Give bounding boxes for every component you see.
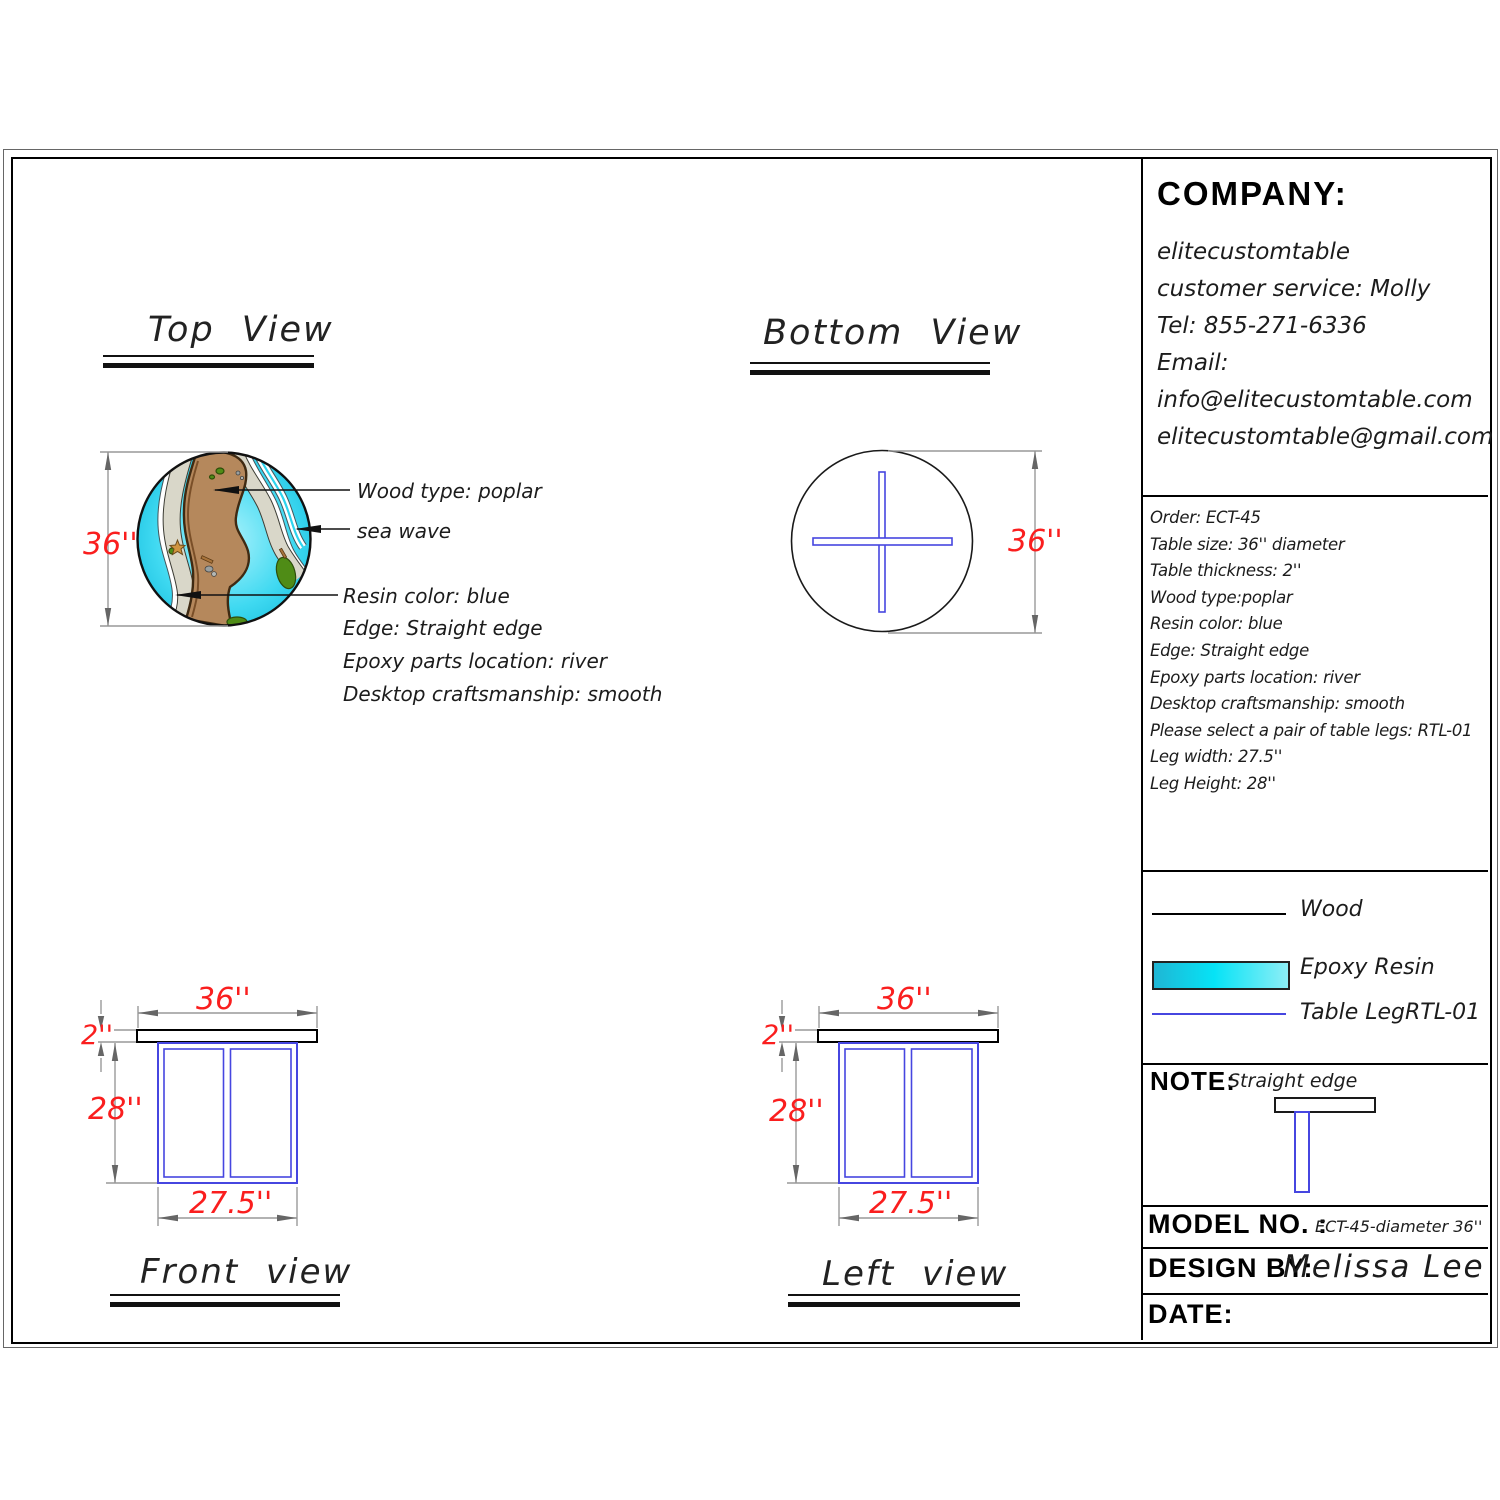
front-leg-height-label: 28''	[88, 1092, 143, 1127]
callout-sea-wave: sea wave	[357, 519, 452, 543]
divider	[1143, 495, 1488, 497]
front-leg-width-label: 27.5''	[189, 1186, 273, 1221]
order-edge: Edge: Straight edge	[1150, 640, 1309, 660]
front-view-title: Front view	[140, 1252, 353, 1292]
tabletop	[818, 1030, 998, 1042]
front-top-width-label: 36''	[196, 982, 251, 1017]
model-no-heading: MODEL NO. :	[1148, 1209, 1329, 1239]
legend-wood-label: Wood	[1300, 897, 1363, 922]
bottom-view-title: Bottom View	[763, 313, 1023, 353]
callout-epoxy-location: Epoxy parts location: river	[343, 649, 607, 673]
divider	[1143, 870, 1488, 872]
legend-wood-line	[1152, 913, 1286, 915]
order-number: Order: ECT-45	[1150, 508, 1261, 527]
top-view-title: Top View	[148, 310, 334, 350]
order-legs: Please select a pair of table legs: RTL-01	[1150, 720, 1473, 740]
top-view-callout-leaders	[170, 480, 360, 605]
legend-epoxy-label: Epoxy Resin	[1300, 955, 1435, 980]
left-leg-width-label: 27.5''	[869, 1186, 953, 1221]
order-leg-height: Leg Height: 28''	[1150, 773, 1276, 793]
company-heading: COMPANY:	[1157, 175, 1348, 212]
left-leg-height-label: 28''	[769, 1094, 824, 1129]
divider	[1143, 1293, 1488, 1295]
date-heading: DATE:	[1148, 1299, 1234, 1329]
table-legs	[158, 1043, 297, 1183]
top-view-diameter-label: 36''	[83, 527, 138, 562]
design-by-heading: DESIGN BY:	[1148, 1253, 1314, 1283]
callout-craftsmanship: Desktop craftsmanship: smooth	[343, 682, 663, 706]
order-wood-type: Wood type:poplar	[1150, 587, 1293, 607]
top-view-title-underline	[103, 355, 314, 368]
company-tel: Tel: 855-271-6336	[1157, 313, 1367, 339]
divider	[1143, 1205, 1488, 1207]
tabletop	[137, 1030, 317, 1042]
company-name: elitecustomtable	[1157, 239, 1351, 265]
bottom-view-title-underline	[750, 362, 990, 375]
front-thickness-label: 2''	[81, 1020, 114, 1051]
company-email-label: Email:	[1157, 350, 1229, 376]
order-craftsmanship: Desktop craftsmanship: smooth	[1150, 694, 1405, 714]
order-table-size: Table size: 36'' diameter	[1150, 534, 1345, 554]
order-thickness: Table thickness: 2''	[1150, 561, 1302, 581]
leg-profile	[1295, 1112, 1309, 1192]
legend-table-leg-label: Table LegRTL-01	[1300, 1000, 1481, 1025]
company-service: customer service: Molly	[1157, 276, 1431, 302]
callout-resin-color: Resin color: blue	[343, 584, 510, 608]
legend-epoxy-swatch	[1152, 961, 1290, 990]
left-top-width-label: 36''	[877, 982, 932, 1017]
note-edge-profile-drawing	[1268, 1094, 1386, 1198]
bottom-view-diameter-label: 36''	[1008, 524, 1063, 559]
left-view-title: Left view	[822, 1254, 1009, 1294]
left-view-title-underline	[788, 1294, 1020, 1307]
model-no-value: ECT-45-diameter 36''	[1315, 1217, 1483, 1236]
tabletop-profile	[1275, 1098, 1375, 1112]
company-info	[1157, 234, 1493, 456]
callout-edge: Edge: Straight edge	[343, 616, 543, 640]
callout-wood-type: Wood type: poplar	[357, 479, 542, 503]
leader-arrows	[175, 486, 321, 599]
divider	[1143, 1063, 1488, 1065]
legend-table-leg-line	[1152, 1013, 1286, 1015]
company-email-2: elitecustomtable@gmail.com	[1157, 424, 1494, 450]
order-resin-color: Resin color: blue	[1150, 614, 1283, 634]
order-spec-list	[1150, 505, 1472, 798]
order-leg-width: Leg width: 27.5''	[1150, 747, 1283, 767]
note-text: Straight edge	[1228, 1070, 1358, 1092]
company-email-1: info@elitecustomtable.com	[1157, 387, 1473, 413]
left-thickness-label: 2''	[762, 1020, 795, 1051]
note-heading: NOTE:	[1150, 1066, 1236, 1096]
order-epoxy-location: Epoxy parts location: river	[1150, 667, 1360, 687]
table-legs	[839, 1043, 978, 1183]
front-view-title-underline	[110, 1294, 340, 1307]
design-by-value: Melissa Lee	[1283, 1249, 1485, 1285]
